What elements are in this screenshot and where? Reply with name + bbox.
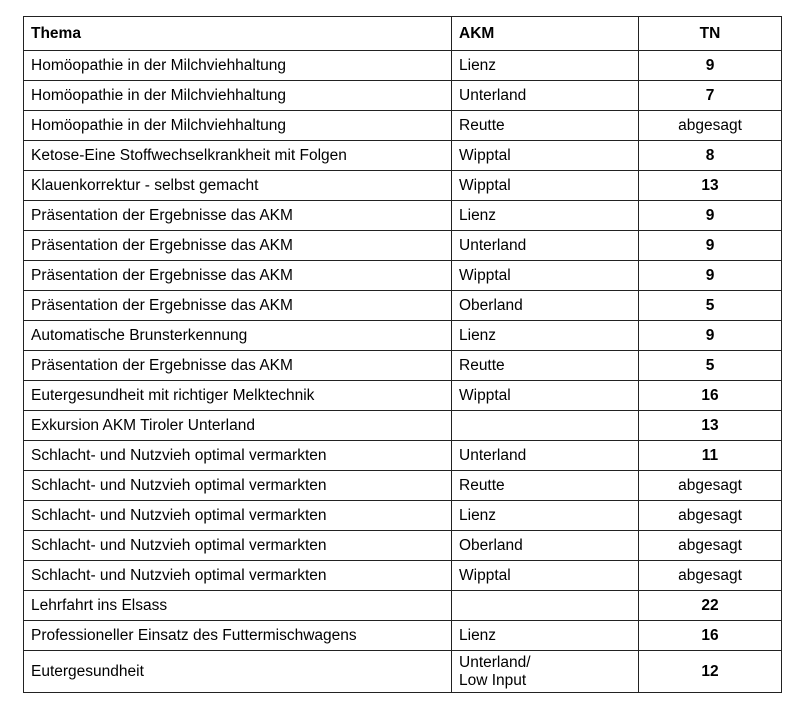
table-row: [24, 651, 782, 693]
cell-akm: Lienz: [452, 621, 639, 651]
header-thema: Thema: [24, 17, 452, 51]
cell-tn: 16: [639, 381, 782, 411]
table-row: [24, 201, 782, 231]
cell-akm: Wipptal: [452, 141, 639, 171]
cell-thema: Schlacht- und Nutzvieh optimal vermarkten: [24, 561, 452, 591]
cell-thema: Homöopathie in der Milchviehhaltung: [24, 111, 452, 141]
cell-thema: Präsentation der Ergebnisse das AKM: [24, 261, 452, 291]
cell-tn: 22: [639, 591, 782, 621]
table-row: [24, 321, 782, 351]
cell-tn: 9: [639, 321, 782, 351]
cell-thema: Präsentation der Ergebnisse das AKM: [24, 231, 452, 261]
table-row: [24, 81, 782, 111]
table-row: [24, 381, 782, 411]
header-tn: TN: [639, 17, 782, 51]
header-akm: AKM: [452, 17, 639, 51]
cell-tn: 12: [639, 651, 782, 693]
cell-thema: Präsentation der Ergebnisse das AKM: [24, 351, 452, 381]
cell-akm: Unterland: [452, 231, 639, 261]
cell-akm: Lienz: [452, 201, 639, 231]
cell-thema: Präsentation der Ergebnisse das AKM: [24, 291, 452, 321]
cell-akm: Reutte: [452, 111, 639, 141]
cell-akm: [452, 591, 639, 621]
cell-akm: Wipptal: [452, 261, 639, 291]
cell-thema: Ketose-Eine Stoffwechselkrankheit mit Folgen: [24, 141, 452, 171]
cell-akm: Unterland/ Low Input: [452, 651, 639, 693]
table-row: [24, 231, 782, 261]
cell-tn: 13: [639, 411, 782, 441]
table-row: [24, 171, 782, 201]
cell-tn: 11: [639, 441, 782, 471]
table-row: [24, 141, 782, 171]
cell-tn: abgesagt: [639, 111, 782, 141]
cell-tn: abgesagt: [639, 471, 782, 501]
cell-akm: Wipptal: [452, 171, 639, 201]
cell-akm: Lienz: [452, 321, 639, 351]
table-row: [24, 591, 782, 621]
table-row: [24, 351, 782, 381]
cell-thema: Homöopathie in der Milchviehhaltung: [24, 51, 452, 81]
cell-tn: 9: [639, 261, 782, 291]
cell-akm: Unterland: [452, 441, 639, 471]
cell-akm: Wipptal: [452, 381, 639, 411]
cell-thema: Eutergesundheit mit richtiger Melktechnik: [24, 381, 452, 411]
cell-tn: 7: [639, 81, 782, 111]
cell-tn: 16: [639, 621, 782, 651]
seminar-table: [23, 16, 782, 693]
table-row: [24, 501, 782, 531]
cell-akm: Reutte: [452, 471, 639, 501]
cell-tn: 13: [639, 171, 782, 201]
cell-akm: Oberland: [452, 291, 639, 321]
table-body: [24, 51, 782, 693]
cell-thema: Eutergesundheit: [24, 651, 452, 693]
table-row: [24, 111, 782, 141]
cell-akm: Oberland: [452, 531, 639, 561]
cell-thema: Professioneller Einsatz des Futtermischwagens: [24, 621, 452, 651]
cell-thema: Schlacht- und Nutzvieh optimal vermarkten: [24, 471, 452, 501]
table-row: [24, 51, 782, 81]
cell-thema: Schlacht- und Nutzvieh optimal vermarkten: [24, 531, 452, 561]
table-row: [24, 561, 782, 591]
cell-akm: Wipptal: [452, 561, 639, 591]
cell-tn: 5: [639, 291, 782, 321]
table-row: [24, 471, 782, 501]
cell-thema: Homöopathie in der Milchviehhaltung: [24, 81, 452, 111]
table-row: [24, 531, 782, 561]
table-row: [24, 261, 782, 291]
cell-thema: Schlacht- und Nutzvieh optimal vermarkten: [24, 501, 452, 531]
cell-thema: Präsentation der Ergebnisse das AKM: [24, 201, 452, 231]
cell-tn: 9: [639, 51, 782, 81]
cell-tn: abgesagt: [639, 561, 782, 591]
cell-akm: [452, 411, 639, 441]
cell-tn: 8: [639, 141, 782, 171]
cell-tn: abgesagt: [639, 501, 782, 531]
table-row: [24, 411, 782, 441]
cell-thema: Klauenkorrektur - selbst gemacht: [24, 171, 452, 201]
cell-tn: 9: [639, 201, 782, 231]
table-row: [24, 441, 782, 471]
table-row: [24, 621, 782, 651]
cell-thema: Lehrfahrt ins Elsass: [24, 591, 452, 621]
header-row: [24, 17, 782, 51]
cell-tn: 5: [639, 351, 782, 381]
cell-tn: abgesagt: [639, 531, 782, 561]
cell-akm: Unterland: [452, 81, 639, 111]
cell-akm: Lienz: [452, 51, 639, 81]
cell-akm: Reutte: [452, 351, 639, 381]
cell-thema: Automatische Brunsterkennung: [24, 321, 452, 351]
cell-thema: Exkursion AKM Tiroler Unterland: [24, 411, 452, 441]
cell-thema: Schlacht- und Nutzvieh optimal vermarkten: [24, 441, 452, 471]
table-row: [24, 291, 782, 321]
cell-akm: Lienz: [452, 501, 639, 531]
cell-tn: 9: [639, 231, 782, 261]
